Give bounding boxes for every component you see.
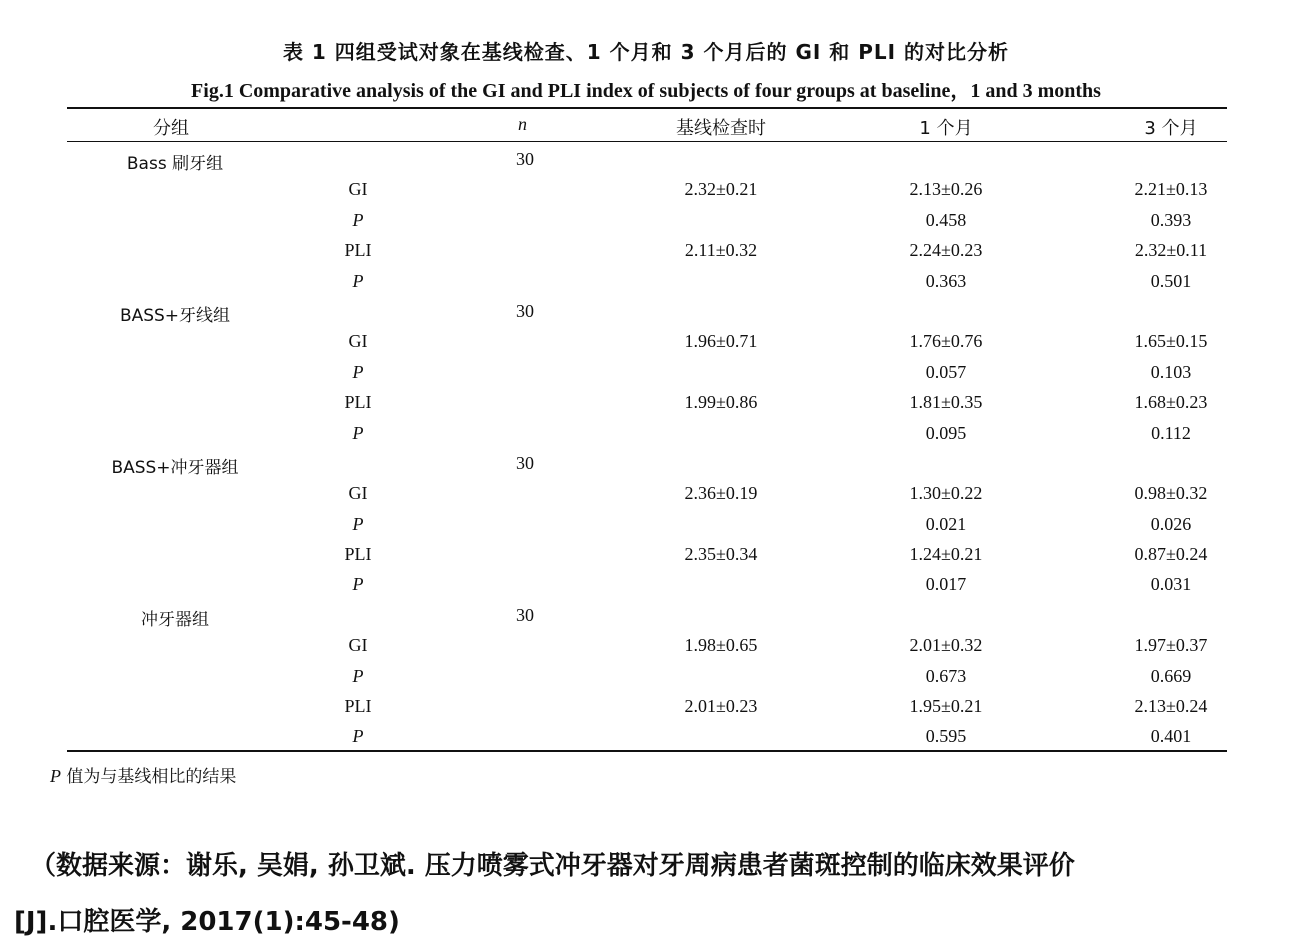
table-row [0, 265, 1292, 295]
citation-line-1: （数据来源：谢乐, 吴娟, 孙卫斌. 压力喷雾式冲牙器对牙周病患者菌斑控制的临床效果评价 [30, 851, 1075, 881]
cell-month3: 0.87±0.24 [1134, 544, 1208, 565]
header-group: 分组 [153, 118, 189, 139]
table-row [0, 356, 1292, 386]
cell-group: Bass 刷牙组 [126, 154, 224, 174]
cell-month1: 0.095 [925, 422, 967, 443]
cell-baseline: 1.99±0.86 [684, 392, 758, 413]
cell-month1: 1.76±0.76 [909, 331, 983, 352]
cell-metric: GI [348, 179, 368, 200]
table-row [0, 599, 1292, 629]
table-row [0, 173, 1292, 203]
cell-month3: 0.98±0.32 [1134, 483, 1208, 504]
cell-n: 30 [516, 604, 534, 625]
footnote-p-letter: P [50, 766, 61, 786]
header-baseline: 基线检查时 [676, 118, 766, 139]
cell-month1: 0.363 [925, 270, 967, 291]
table-row [0, 234, 1292, 264]
cell-month3: 0.401 [1150, 726, 1192, 747]
cell-month1: 2.13±0.26 [909, 179, 983, 200]
cell-month3: 0.112 [1151, 422, 1191, 443]
table-row [0, 143, 1292, 173]
cell-metric: P [352, 270, 364, 291]
cell-month3: 0.501 [1150, 270, 1192, 291]
citation-line-2: [J].口腔医学, 2017(1):45-48) [14, 907, 400, 937]
cell-month1: 1.24±0.21 [909, 544, 983, 565]
cell-month3: 2.13±0.24 [1134, 696, 1208, 717]
table-row [0, 720, 1292, 750]
cell-group: BASS+冲牙器组 [111, 457, 239, 478]
cell-metric: GI [348, 483, 368, 504]
cell-month3: 0.103 [1150, 361, 1192, 382]
cell-month1: 0.673 [925, 665, 967, 686]
table-row [0, 660, 1292, 690]
cell-baseline: 2.11±0.32 [684, 240, 758, 261]
cell-group: BASS+牙线组 [119, 305, 231, 326]
header-month3: 3 个月 [1144, 118, 1198, 139]
cell-metric: P [352, 665, 364, 686]
cell-month1: 2.24±0.23 [909, 240, 983, 261]
cell-month1: 0.021 [925, 513, 967, 534]
cell-metric: P [352, 726, 364, 747]
cell-metric: PLI [344, 392, 372, 413]
cell-month3: 1.65±0.15 [1134, 331, 1208, 352]
table-row [0, 568, 1292, 598]
table-top-rule [67, 107, 1227, 109]
cell-month3: 2.32±0.11 [1134, 240, 1208, 261]
cell-metric: P [352, 574, 364, 595]
cell-group: 冲牙器组 [141, 609, 209, 630]
data-source-citation [14, 838, 1284, 950]
cell-month1: 1.30±0.22 [909, 483, 983, 504]
table-row [0, 204, 1292, 234]
header-month1: 1 个月 [919, 118, 973, 139]
table-header-rule [67, 141, 1227, 142]
cell-baseline: 2.35±0.34 [684, 544, 758, 565]
cell-month3: 0.031 [1150, 574, 1192, 595]
table-row [0, 447, 1292, 477]
cell-metric: P [352, 422, 364, 443]
cell-metric: P [352, 209, 364, 230]
table-row [0, 629, 1292, 659]
cell-month3: 2.21±0.13 [1134, 179, 1208, 200]
table-row [0, 325, 1292, 355]
cell-metric: PLI [344, 544, 372, 565]
cell-month1: 1.81±0.35 [909, 392, 983, 413]
cell-n: 30 [516, 452, 534, 473]
cell-baseline: 2.32±0.21 [684, 179, 758, 200]
table-footnote [50, 762, 236, 787]
cell-metric: P [352, 513, 364, 534]
cell-metric: GI [348, 331, 368, 352]
cell-month3: 1.68±0.23 [1134, 392, 1208, 413]
table-row [0, 690, 1292, 720]
footnote-text: 值为与基线相比的结果 [61, 767, 237, 787]
cell-month3: 0.026 [1150, 513, 1192, 534]
cell-month1: 0.057 [925, 361, 967, 382]
table-row [0, 477, 1292, 507]
cell-baseline: 1.98±0.65 [684, 635, 758, 656]
cell-month3: 0.669 [1150, 665, 1192, 686]
table-row [0, 417, 1292, 447]
cell-month1: 0.017 [925, 574, 967, 595]
cell-month1: 0.458 [925, 209, 967, 230]
cell-month3: 1.97±0.37 [1134, 635, 1208, 656]
cell-baseline: 2.01±0.23 [684, 696, 758, 717]
table-bottom-rule [67, 750, 1227, 752]
table-title-english: Fig.1 Comparative analysis of the GI and PLI index of subjects of four groups at baseline，1 and 3 months [191, 80, 1101, 102]
table-title-chinese: 表 1 四组受试对象在基线检查、1 个月和 3 个月后的 GI 和 PLI 的对比分析 [282, 40, 1010, 64]
table-row [0, 508, 1292, 538]
table-row [0, 386, 1292, 416]
cell-month1: 0.595 [925, 726, 967, 747]
table-row [0, 295, 1292, 325]
table-body [0, 143, 1292, 751]
cell-baseline: 1.96±0.71 [684, 331, 758, 352]
cell-baseline: 2.36±0.19 [684, 483, 758, 504]
cell-metric: PLI [344, 240, 372, 261]
cell-month1: 1.95±0.21 [909, 696, 983, 717]
cell-metric: PLI [344, 696, 372, 717]
cell-n: 30 [516, 149, 534, 169]
cell-month3: 0.393 [1150, 209, 1192, 230]
table-row [0, 538, 1292, 568]
cell-month1: 2.01±0.32 [909, 635, 983, 656]
cell-metric: GI [348, 635, 368, 656]
header-n: n [518, 114, 527, 134]
cell-metric: P [352, 361, 364, 382]
cell-n: 30 [516, 300, 534, 321]
